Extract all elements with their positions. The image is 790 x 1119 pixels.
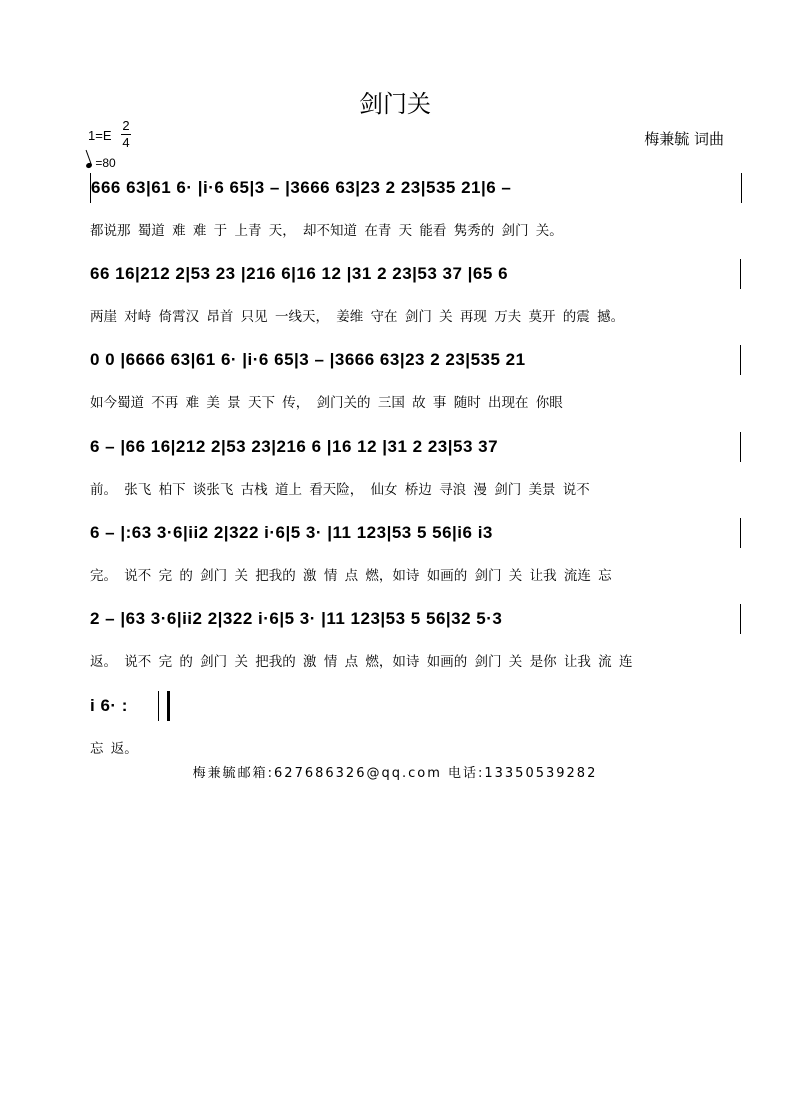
notation-line: i 6· :	[90, 696, 128, 715]
notation-line: 0 0 |6666 63|61 6· |i·6 65|3 – |3666 63|23 2 23|535 21	[90, 345, 741, 375]
song-title: 剑门关	[359, 90, 431, 118]
lyric-line: 返。 说不 完 的 剑门 关 把我的 激 情 点 燃，如诗 如画的 剑门 关 是你 让我 流 连	[90, 654, 633, 670]
lyric-line: 两崖 对峙 倚霄汉 昂首 只见 一线天， 姜维 守在 剑门 关 再现 万夫 莫开 的震 撼。	[90, 309, 625, 325]
notation-line: 2 – |63 3·6|ii2 2|322 i·6|5 3· |11 123|53 5 56|32 5·3	[90, 604, 741, 634]
tempo-marking	[86, 156, 116, 170]
final-repeat-barline	[158, 691, 170, 721]
time-signature	[121, 119, 131, 150]
notation-line: 66 16|212 2|53 23 |216 6|16 12 |31 2 23|53 37 |65 6	[90, 259, 741, 289]
lyric-line: 都说那 蜀道 难 难 于 上青 天， 却不知道 在青 天 能看 隽秀的 剑门 关。	[90, 223, 563, 239]
quarter-note-icon	[85, 162, 92, 169]
notation-line: 666 63|61 6· |i·6 65|3 – |3666 63|23 2 23|535 21|6 –	[90, 173, 742, 203]
tempo-value: =80	[95, 156, 116, 170]
author-credit: 梅兼毓 词曲	[644, 130, 724, 148]
lyric-line: 完。 说不 完 的 剑门 关 把我的 激 情 点 燃，如诗 如画的 剑门 关 让我 流连 忘	[90, 568, 612, 584]
key-signature: 1=E	[88, 128, 112, 143]
notation-line: 6 – |66 16|212 2|53 23|216 6 |16 12 |31 2 23|53 37	[90, 432, 741, 462]
time-signature-bottom: 4	[122, 135, 130, 150]
time-signature-top: 2	[122, 118, 130, 133]
lyric-line: 如今蜀道 不再 难 美 景 天下 传， 剑门关的 三国 故 事 随时 出现在 你眼	[90, 395, 563, 411]
lyric-line: 忘 返。	[90, 741, 138, 757]
lyric-line: 前。 张飞 柏下 谈张飞 古栈 道上 看天险， 仙女 桥边 寻浪 漫 剑门 美景 说不	[90, 482, 590, 498]
contact-footer: 梅兼毓邮箱:627686326@qq.com 电话:13350539282	[192, 766, 598, 781]
notation-line: 6 – |:63 3·6|ii2 2|322 i·6|5 3· |11 123|53 5 56|i6 i3	[90, 518, 741, 548]
